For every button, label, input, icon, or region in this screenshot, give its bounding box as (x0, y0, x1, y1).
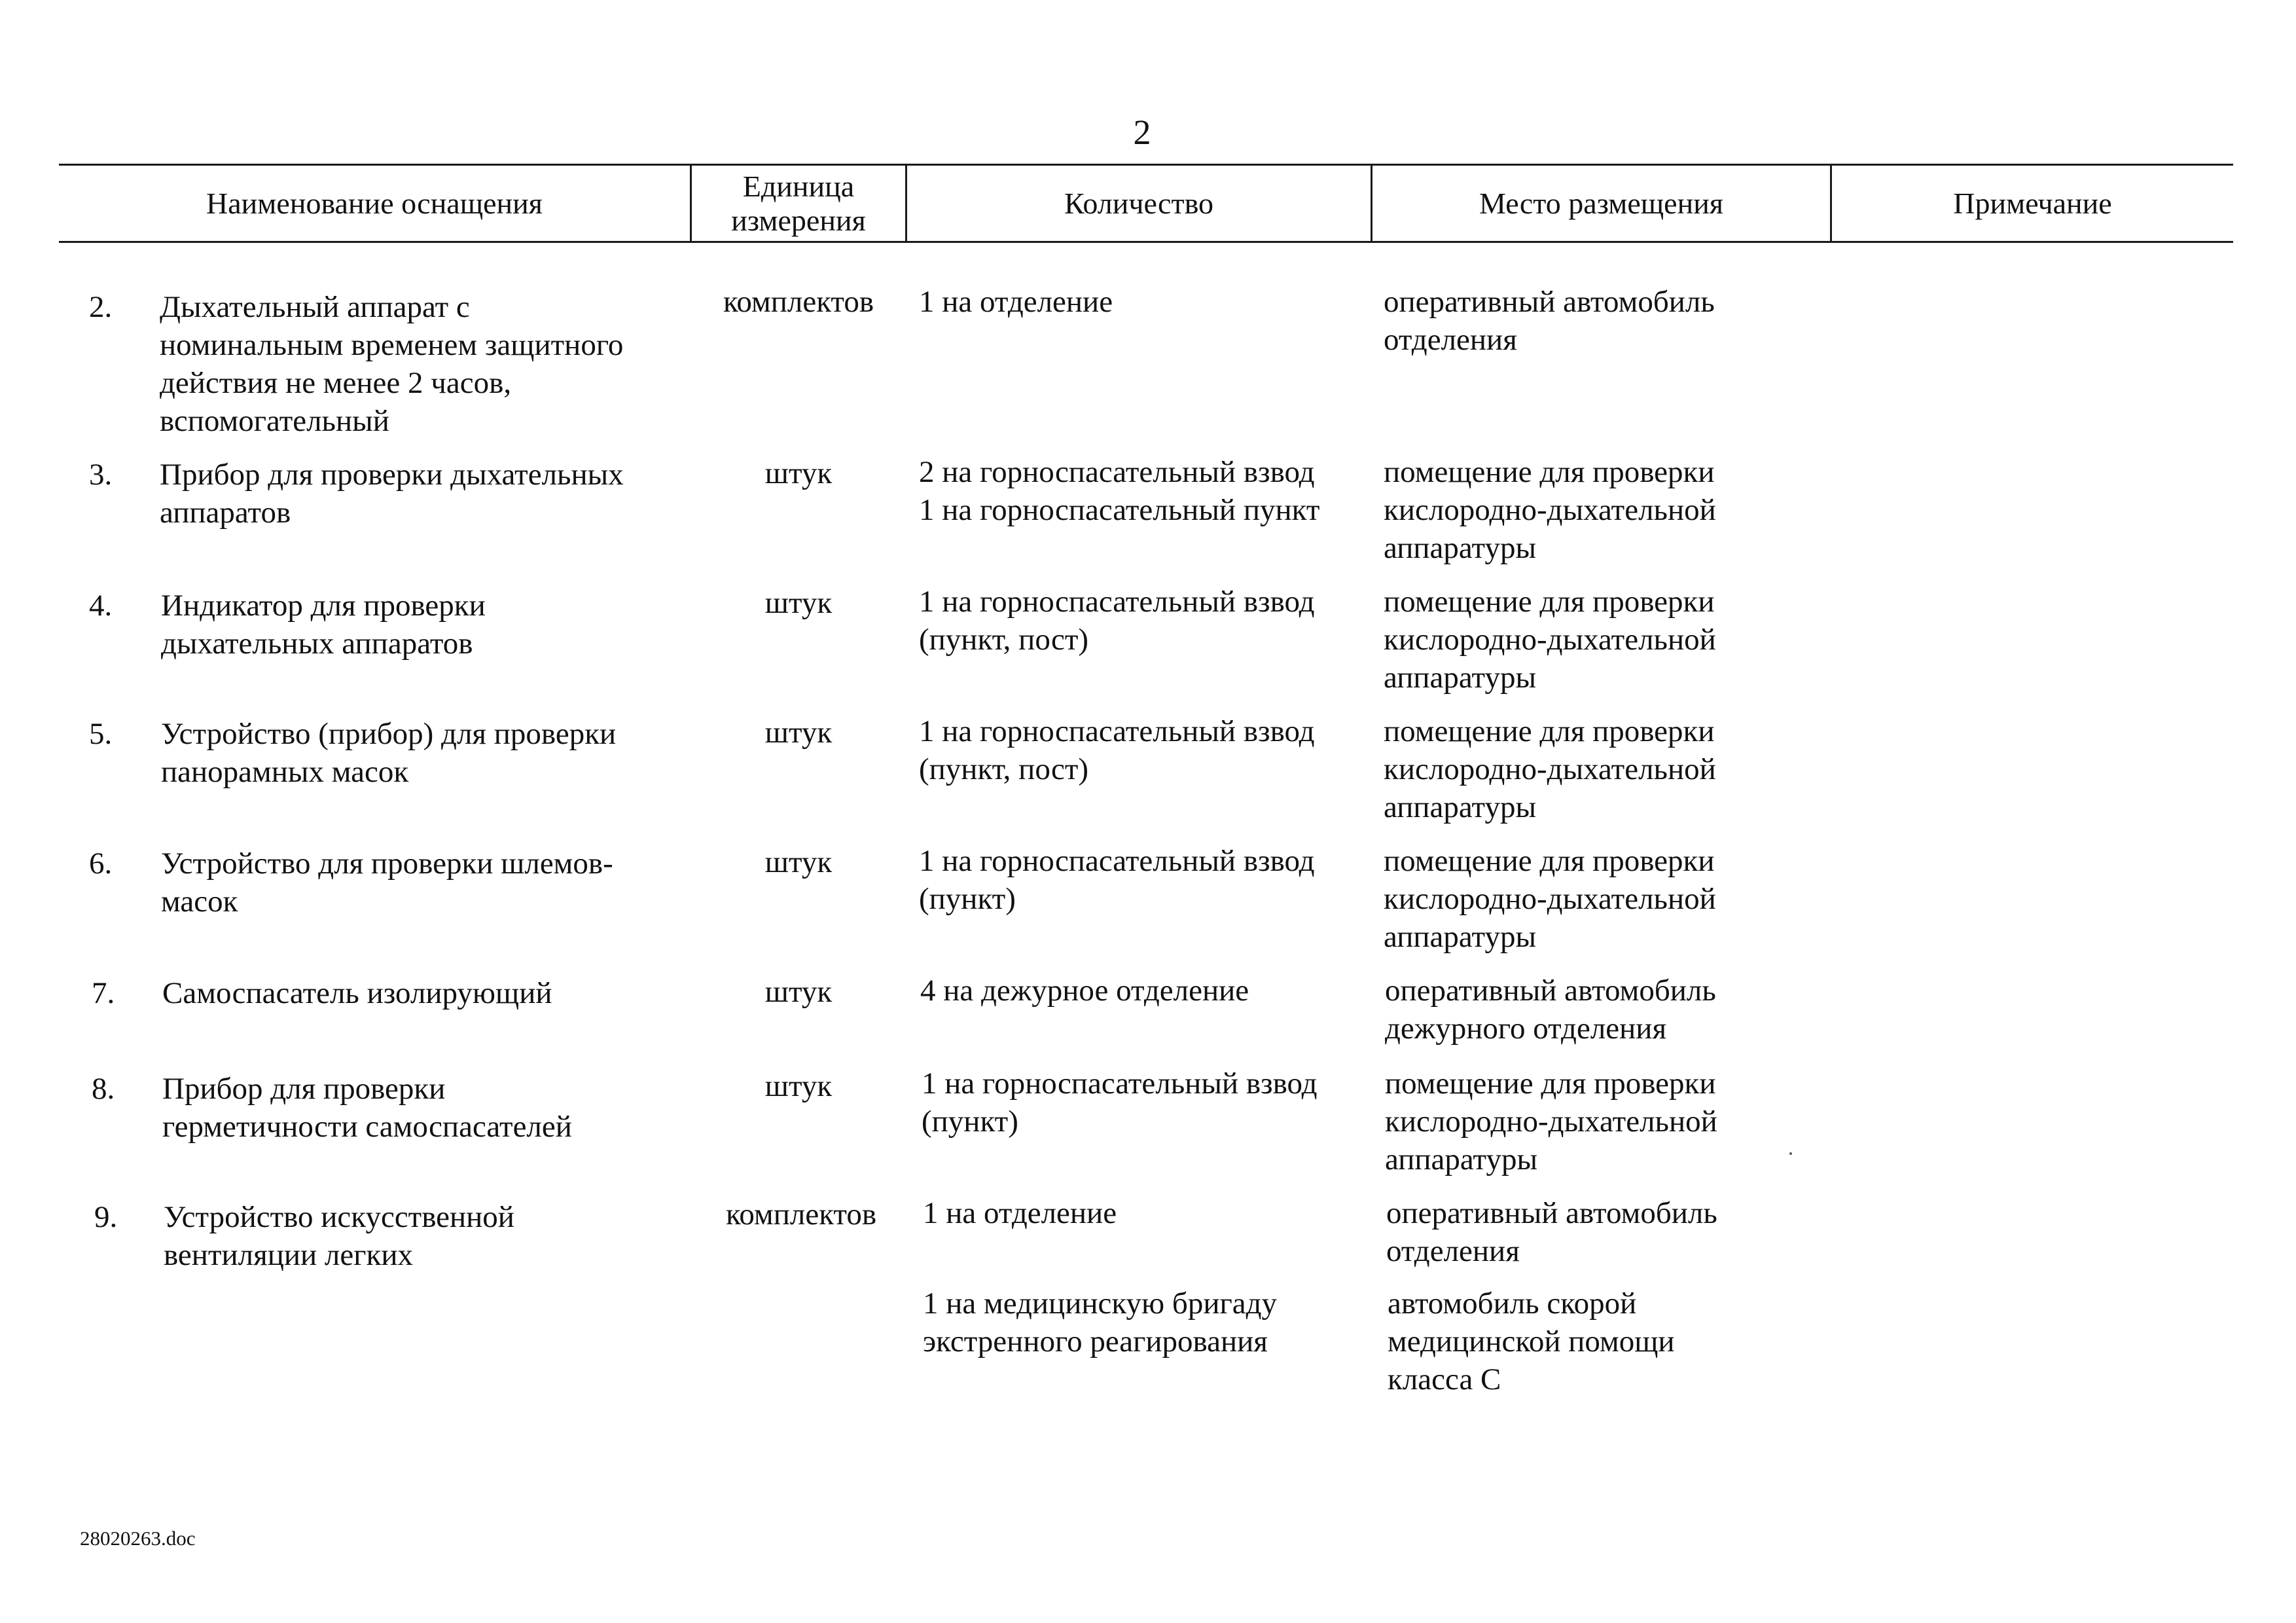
quantity: 4 на дежурное отделение (920, 974, 1249, 1008)
placement: помещение для проверки кислородно-дыхательной аппаратуры (1384, 844, 1716, 954)
quantity: 1 на отделение (919, 285, 1113, 319)
measure-unit: комплектов (723, 285, 874, 319)
equipment-name: Прибор для проверки герметичности самоспасателей (162, 1072, 572, 1144)
equipment-name: Дыхательный аппарат с номинальным временем защитного действия не менее 2 часов, вспомогательный (160, 290, 624, 438)
row-number: 5. (89, 717, 113, 751)
equipment-name: Устройство для проверки шлемов- масок (161, 847, 613, 919)
row-number: 7. (92, 976, 115, 1010)
measure-unit: штук (764, 586, 833, 620)
row-number: 3. (89, 458, 113, 492)
header-name: Наименование оснащения (206, 187, 543, 220)
equipment-name: Самоспасатель изолирующий (162, 976, 552, 1010)
header-note: Примечание (1953, 187, 2112, 220)
quantity: 1 на медицинскую бригаду экстренного реагирования (923, 1286, 1278, 1359)
quantity: 1 на горноспасательный взвод (пункт, пост) (919, 585, 1315, 657)
quantity: 1 на горноспасательный взвод (пункт) (922, 1067, 1318, 1139)
measure-unit: штук (764, 716, 833, 750)
page-number: 2 (1133, 113, 1151, 152)
measure-unit: штук (764, 845, 833, 879)
placement: оперативный автомобиль отделения (1386, 1196, 1717, 1268)
row-number: 6. (89, 847, 113, 881)
equipment-name: Прибор для проверки дыхательных аппаратов (160, 458, 624, 530)
row-number: 9. (94, 1200, 118, 1234)
row-number: 2. (89, 290, 113, 324)
quantity: 2 на горноспасательный взвод 1 на горноспасательный пункт (919, 455, 1320, 527)
placement: помещение для проверки кислородно-дыхательной аппаратуры (1385, 1067, 1717, 1176)
placement: помещение для проверки кислородно-дыхательной аппаратуры (1384, 714, 1716, 824)
equipment-name: Устройство (прибор) для проверки панорамных масок (161, 717, 617, 789)
row-number: 4. (89, 589, 113, 623)
header-unit: Единица измерения (731, 170, 866, 237)
header-quantity: Количество (1064, 187, 1213, 220)
scan-speck (1789, 1152, 1792, 1155)
document-filename: 28020263.doc (80, 1527, 196, 1550)
placement: оперативный автомобиль отделения (1384, 285, 1715, 357)
measure-unit: штук (764, 975, 833, 1009)
header-location: Место размещения (1479, 187, 1723, 220)
equipment-name: Индикатор для проверки дыхательных аппаратов (161, 589, 486, 661)
measure-unit: штук (764, 456, 833, 490)
row-number: 8. (92, 1072, 115, 1106)
quantity: 1 на горноспасательный взвод (пункт) (919, 844, 1315, 916)
measure-unit: комплектов (725, 1197, 877, 1231)
measure-unit: штук (764, 1069, 833, 1103)
quantity: 1 на отделение (923, 1196, 1117, 1230)
placement: оперативный автомобиль дежурного отделения (1385, 974, 1716, 1046)
quantity: 1 на горноспасательный взвод (пункт, пост) (919, 714, 1315, 786)
placement: помещение для проверки кислородно-дыхательной аппаратуры (1384, 585, 1716, 695)
placement: автомобиль скорой медицинской помощи класса С (1388, 1286, 1675, 1396)
placement: помещение для проверки кислородно-дыхательной аппаратуры (1384, 455, 1716, 565)
equipment-name: Устройство искусственной вентиляции легких (164, 1200, 514, 1272)
